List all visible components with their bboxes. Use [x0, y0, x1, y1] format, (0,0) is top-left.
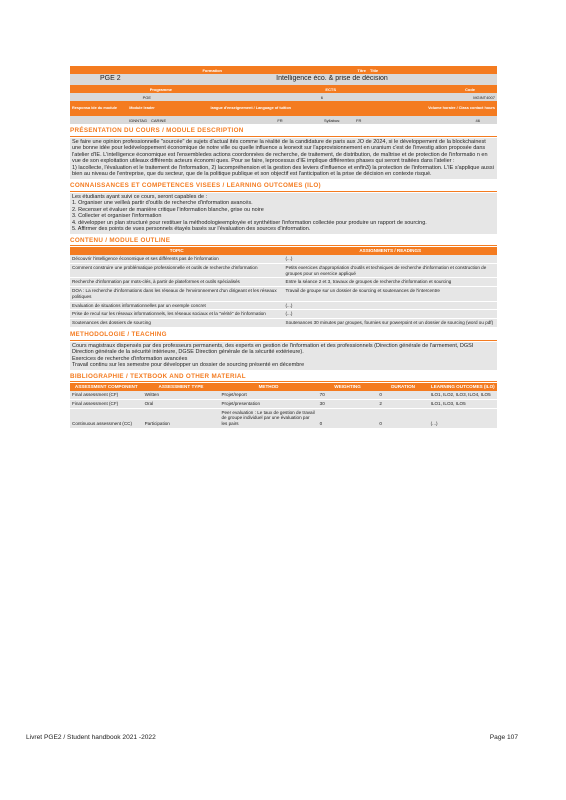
- topic-cell: Découvrir l'intelligence économique et ses différents pas de l'information: [70, 255, 284, 263]
- topic-cell: Comment construire une problématique professionnelle et outils de recherche d'information: [70, 263, 284, 277]
- topic-cell: Recherche d'information par mots-clés, à partir de plateformes et outils spécialisés: [70, 278, 284, 287]
- table-row: [70, 408, 497, 428]
- label-programme: Programme: [149, 86, 172, 92]
- assessment-header: WEIGHTING: [318, 383, 378, 391]
- label-formation: Formation: [202, 67, 222, 73]
- method-cell: Projet/report: [219, 391, 317, 399]
- header-labels-row-1: [70, 66, 497, 74]
- methodology-line: Exercices de recherche d'information avancées: [72, 355, 188, 362]
- table-row: [70, 391, 497, 399]
- presentation-text: [70, 138, 497, 179]
- weighting-cell: 0: [318, 408, 378, 428]
- table-row: [70, 310, 497, 319]
- weighting-cell: 30: [318, 399, 378, 408]
- ilo-cell: ILO1, ILO2, ILO3, ILO4, ILO5: [429, 391, 497, 399]
- topic-cell: Prise de recul sur les réseaux informationnels, les réseaux sociaux et la "vérité" de l'information: [70, 310, 284, 319]
- assignment-cell: Soutenances 30 minutes par groupes, fournies sur powerpoint et un dossier de sourcing (word ou pdf): [284, 319, 498, 328]
- syllabus-value: FR: [356, 117, 362, 123]
- table-row: [70, 263, 497, 277]
- outline-header-topic: TOPIC: [70, 247, 284, 255]
- header-values-row-2: [70, 93, 497, 101]
- leader-value: CARINE: [151, 117, 167, 123]
- assessment-header: DURATION: [377, 383, 428, 391]
- assessment-header: LEARNING OUTCOMES (ILO): [429, 383, 497, 391]
- label-ects: ECTS: [325, 86, 336, 92]
- learning-outcomes-text: [70, 193, 497, 234]
- assignment-cell: Entre la séance 2 et 3, travaux de groupes de recherche d'information et sourcing: [284, 278, 498, 287]
- outcome-line: 5. Affirmer des points de vues personnels étayés basés sur l'évaluation des sources d'information.: [72, 226, 311, 233]
- label-code: Code: [465, 86, 475, 92]
- learning-outcomes-heading: CONNAISSANCES ET COMPETENCES VISEES / LEARNING OUTCOMES (ILO): [70, 182, 497, 192]
- header-values-row-1: [70, 74, 497, 85]
- outcome-line: 2. Recenser et évaluer de manière critique l'information blanche, grise ou noire: [72, 206, 264, 213]
- label-leader: Module leader: [129, 106, 155, 111]
- assignment-cell: (...): [284, 255, 498, 263]
- methodology-text: [70, 342, 497, 370]
- label-responsable: Responsa ble du module: [72, 106, 117, 111]
- assignment-cell: Petits exercices d'appropriation d'outils et techniques de recherche d'information et construction de groupes pour un exercice appliqué: [284, 263, 498, 277]
- presentation-paragraph: 1) lacollecte, l'évaluation et le traitement de l'information, 2) lacompréhension et la gestion des leviers d'influence et enfin3) la protection de l'information. L'IE s'applique aussi bien au niveau de l'entreprise, que du secteur, que de la politique publique et son objectif est l'anticipation et la prise de décision en contexte risqué.: [72, 164, 494, 178]
- table-row: [70, 319, 497, 328]
- assignment-cell: Travail de groupe sur un dossier de sourcing et soutenances de l'intercentre: [284, 287, 498, 301]
- course-sheet: [70, 66, 497, 429]
- assessment-header: ASSESSMENT TYPE: [143, 383, 220, 391]
- ilo-cell: ILO1, ILO3, ILO5: [429, 399, 497, 408]
- topic-cell: Soutenances des dossiers de sourcing: [70, 319, 284, 328]
- bibliography-heading: BIBLIOGRAPHIE / TEXTBOOK AND OTHER MATERIAL: [70, 373, 497, 383]
- label-titre: Titre: [357, 67, 366, 73]
- ilo-cell: (...): [429, 408, 497, 428]
- label-title: Title: [370, 67, 379, 73]
- type-cell: Participation: [143, 408, 220, 428]
- method-cell: Projet/presentation: [219, 399, 317, 408]
- header-labels-row-2: [70, 85, 497, 93]
- outcome-line: 4. développer un plan structuré pour restituer la méthodologieemployée et synthétiser l'information collectée pour produire un rapport de sourcing.: [72, 219, 427, 226]
- formation-value: PGE 2: [100, 75, 121, 83]
- assessment-header: ASSESSMENT COMPONENT: [70, 383, 143, 391]
- responsable-value: IDNNTAG: [129, 117, 147, 123]
- duration-cell: 2: [377, 399, 428, 408]
- type-cell: Oral: [143, 399, 220, 408]
- table-row: [70, 399, 497, 408]
- methodology-heading: METHODOLOGIE / TEACHING: [70, 331, 497, 341]
- table-row: [70, 287, 497, 301]
- type-cell: Written: [143, 391, 220, 399]
- label-langue: langue d'enseignement / Language of tuition: [210, 106, 291, 111]
- outcome-line: Les étudiants ayant suivi ce cours, seront capables de :: [72, 193, 208, 200]
- ects-value: 6: [320, 94, 324, 100]
- presentation-paragraph: Se faire une opinion professionnelle "sourcée" de sujets d'actual ités comme la réalité de la candidature de paris aux JO de 2024, si le développement de la blockchainest une bonne idée pour ledéveloppement économique de notre ville ou quelle influence a leonexit sur l'approvisionnement en uranium c'est de l'investig ation proposée dans l'atelier d'IE. L'intelligence économique est l'ensembledes actions coordonnées de recherche, de traitement, de distribution, de maîtrise et de protection de l'informatio n en vue de son exploitation utileaux différents acteurs économi ques. Pour se faire, leprocessus d'IE implique différentes phases qui seront traitées dans l'atelier :: [72, 138, 488, 165]
- header-values-row-3: [70, 116, 497, 124]
- duration-cell: 0: [377, 391, 428, 399]
- header-labels-row-3: [70, 101, 497, 116]
- code-value: MGINT4007: [473, 94, 495, 100]
- hours-value: 46: [475, 117, 480, 123]
- label-hours: Volume horaire / Class contact hours: [428, 106, 495, 111]
- langue-value: FR: [277, 117, 283, 123]
- assignment-cell: (...): [284, 301, 498, 310]
- table-row: [70, 278, 497, 287]
- assessment-table: [70, 383, 497, 428]
- assessment-header: METHOD: [219, 383, 317, 391]
- titre-value: Intelligence éco. & prise de décision: [276, 75, 388, 83]
- table-row: [70, 301, 497, 310]
- table-row: [70, 255, 497, 263]
- programme-value: PGE: [142, 94, 152, 100]
- weighting-cell: 70: [318, 391, 378, 399]
- topic-cell: Evaluation de situations informationnelles par un exemple concret: [70, 301, 284, 310]
- outcome-line: 3. Collecter et organiser l'information: [72, 213, 162, 220]
- topic-cell: DOA : La recherche d'informations dans les réseaux de l'environnement d'un dirigeant et les réseaux politiques: [70, 287, 284, 301]
- component-cell: Final assessment (CF): [70, 391, 143, 399]
- component-cell: Final assessment (CF): [70, 399, 143, 408]
- component-cell: Continuous assessment (CC): [70, 408, 143, 428]
- page-footer: [26, 734, 518, 741]
- outcome-line: 1. Organiser une veilleà partir d'outils de recherche d'information avancés.: [72, 200, 253, 207]
- presentation-heading: PRÉSENTATION DU COURS / MODULE DESCRIPTION: [70, 127, 497, 137]
- methodology-line: Travail continu sur les semestre pour développer un dossier de sourcing présenté en décembre: [72, 362, 305, 369]
- module-outline-heading: CONTENU / MODULE OUTLINE: [70, 237, 497, 247]
- module-outline-table: [70, 247, 497, 327]
- method-cell: Peer evaluation : Le taux de gestion de travail de groupe individuel par une évaluation par les pairs: [219, 408, 317, 428]
- methodology-line: Cours magistraux dispensés par des professeurs permanents, des experts en gestion de l'information et des professionnels (Direction générale de l'armement, DGSI Direction générale de la sécurité intérieure, DGSE Direction générale de la sécurité extérieure).: [72, 342, 474, 356]
- syllabus-label: Syllabus:: [324, 117, 341, 123]
- footer-page-number: Page 107: [489, 734, 518, 741]
- duration-cell: 0: [377, 408, 428, 428]
- assignment-cell: (...): [284, 310, 498, 319]
- outline-header-assignments: ASSIGNMENTS / READINGS: [284, 247, 498, 255]
- footer-handbook-label: Livret PGE2 / Student handbook 2021 -2022: [26, 734, 156, 741]
